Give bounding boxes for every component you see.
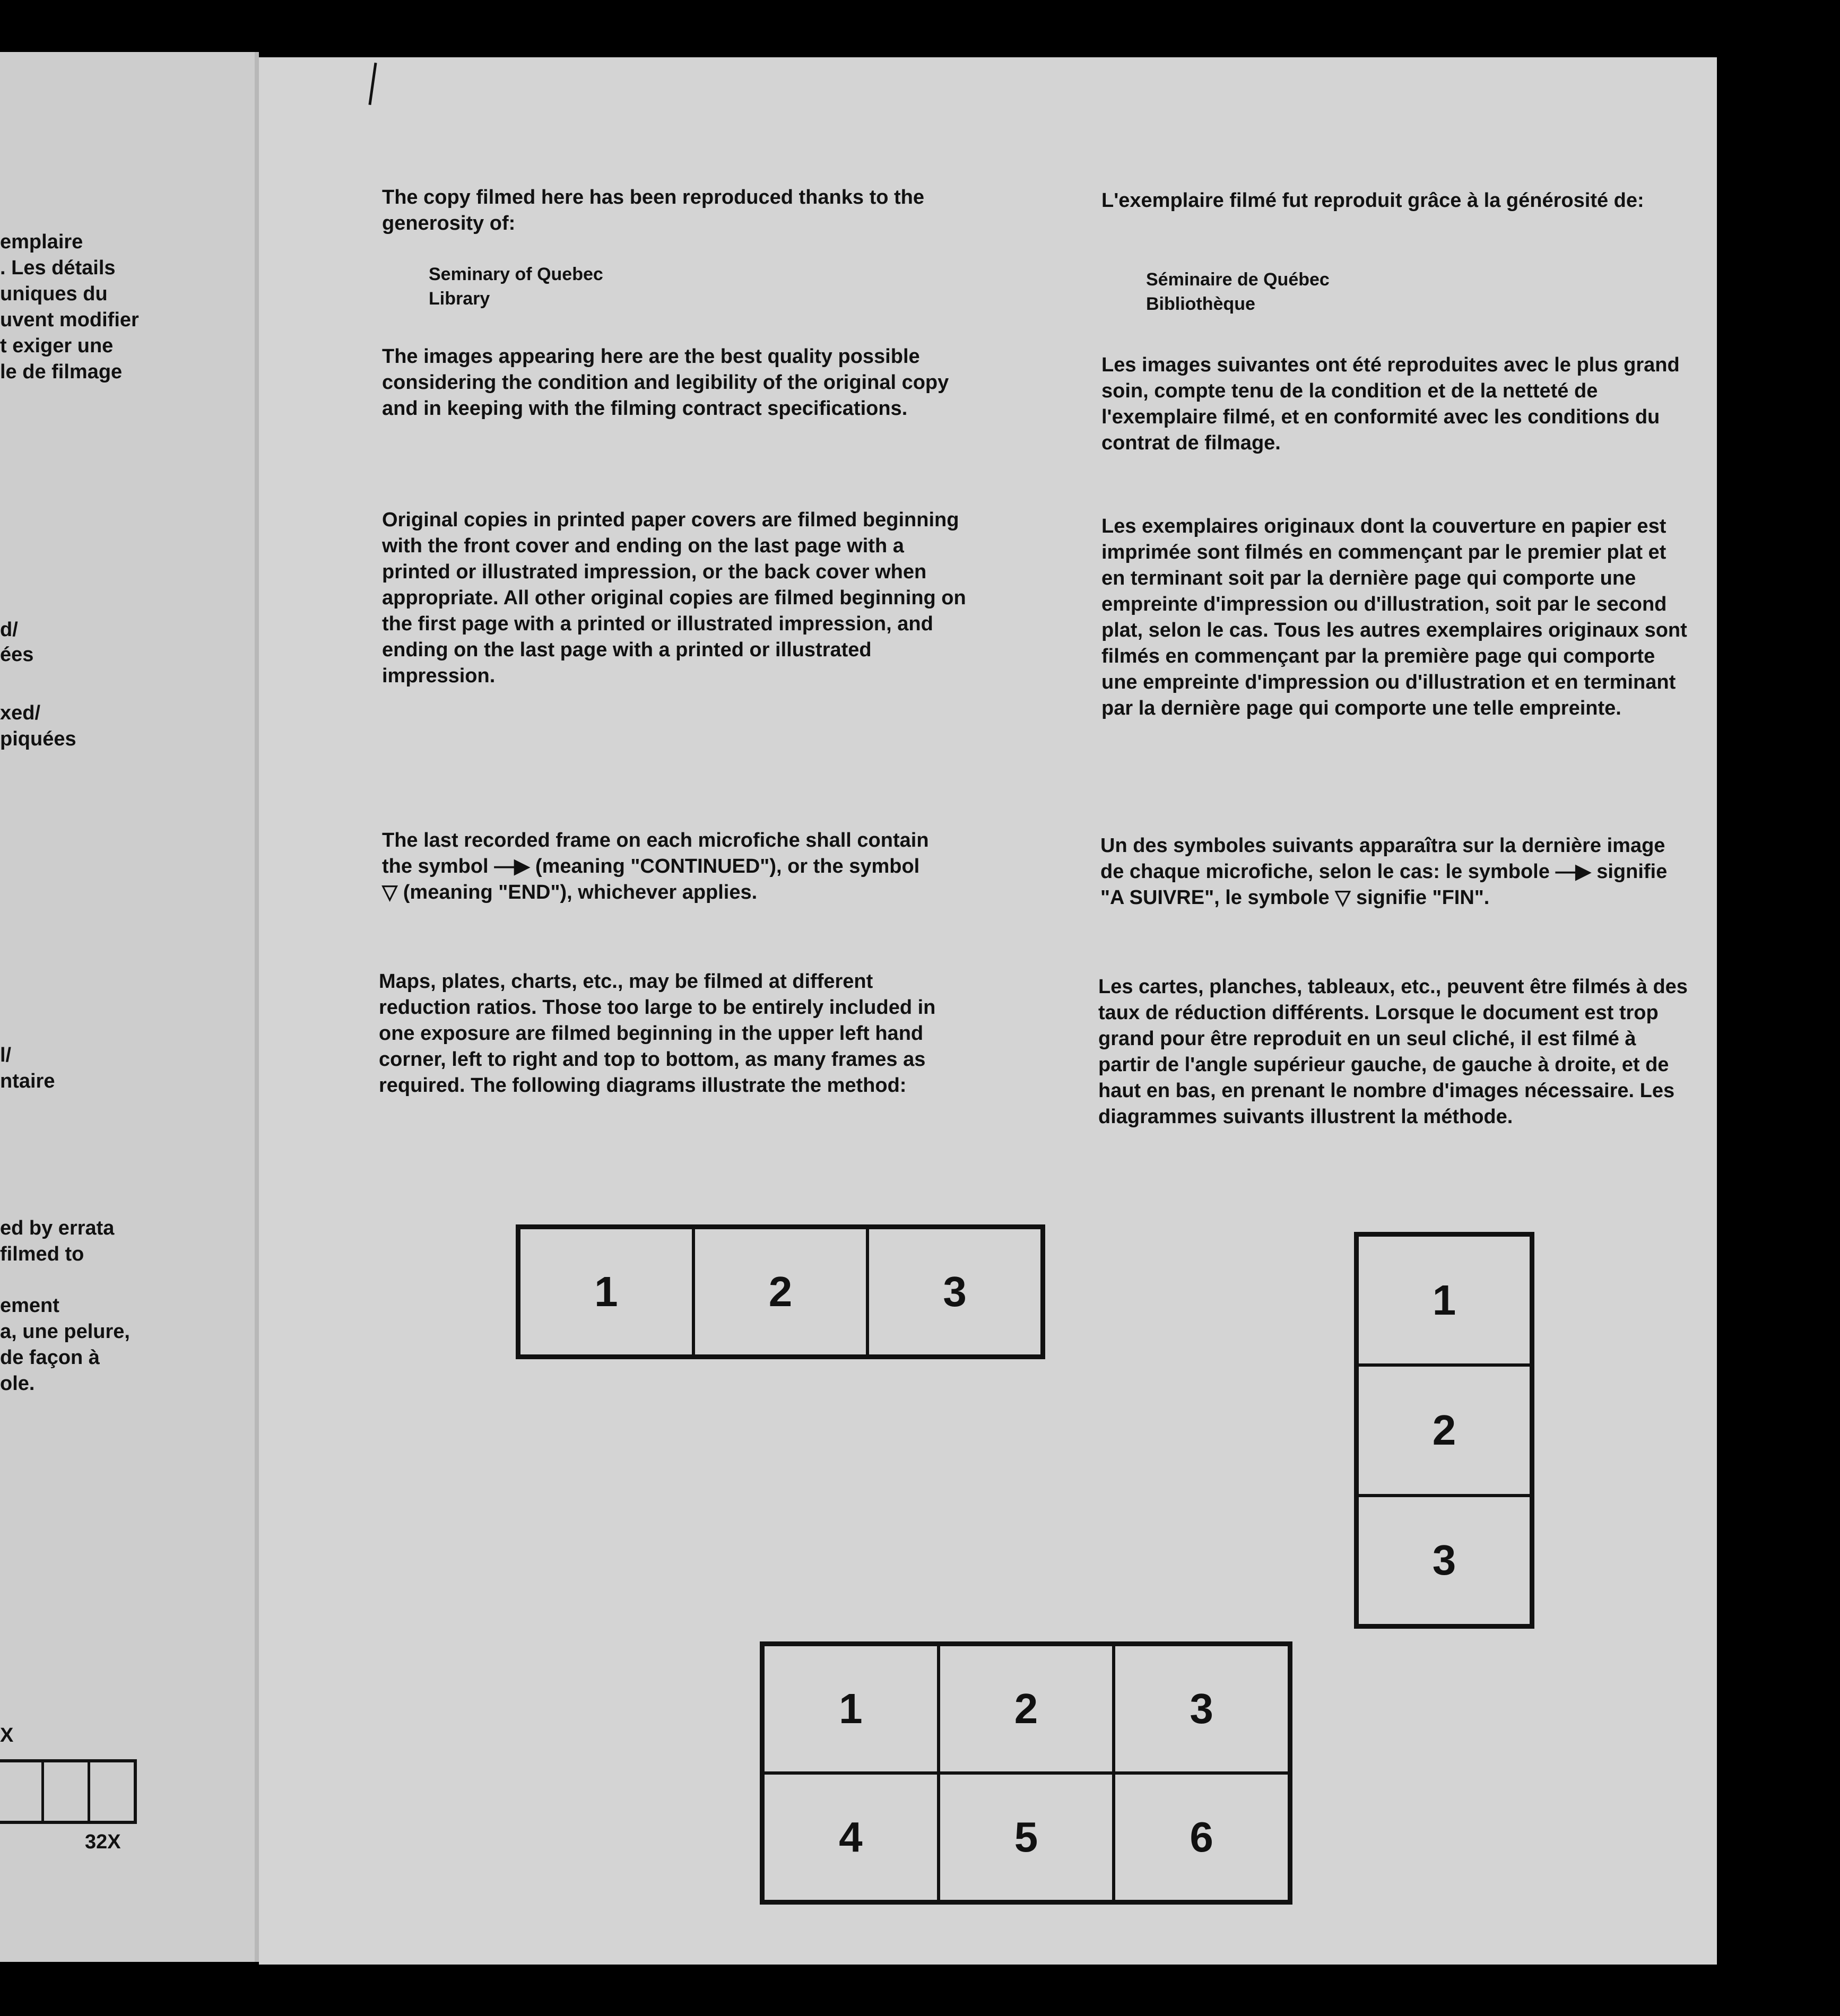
- fragment-line: . Les détails: [0, 257, 116, 279]
- english-originals-note: Original copies in printed paper covers are filmed beginning with the front cover and ending on the last page with a printed or illustrated impression, or the back cover when appropriate. All other original copies are filmed beginning on the first page with a printed or illustrated impression, and ending on the last page with a printed or illustrated impression.: [382, 509, 966, 687]
- frame-cell: 6: [1113, 1772, 1290, 1902]
- fragment-line: de façon à: [0, 1346, 100, 1369]
- fragment-line: d/: [0, 619, 18, 641]
- fragment-line: filmed to: [0, 1243, 84, 1265]
- fragment-line: ntaire: [0, 1070, 55, 1092]
- french-symbols-note: Un des symboles suivants apparaîtra sur la dernière image de chaque microfiche, selon le cas: le symbole —▶ signifie "A SUIVRE", le symbole ▽ signifie "FIN".: [1100, 835, 1668, 909]
- fragment-line: uniques du: [0, 283, 108, 305]
- fragment-line: l/: [0, 1044, 12, 1066]
- fragment-line: xed/: [0, 702, 41, 724]
- english-quality-note: The images appearing here are the best quality possible considering the condition and legibility of the original copy and in keeping with the filming contract specifications.: [382, 345, 949, 420]
- reduction-label: X: [0, 1724, 14, 1746]
- diagram-vertical-frames: [1354, 1232, 1534, 1629]
- english-maps-note: Maps, plates, charts, etc., may be filmed at different reduction ratios. Those too large to be entirely included in one exposure are filmed beginning in the upper left hand corner, left to right and top to bottom, as many frames as required. The following diagrams illustrate the method:: [379, 970, 936, 1097]
- fragment-line: emplaire: [0, 231, 83, 253]
- frame-cell: 3: [1356, 1494, 1532, 1627]
- frame-cell: 1: [518, 1227, 695, 1357]
- english-thanks: The copy filmed here has been reproduced thanks to the generosity of:: [382, 186, 924, 234]
- fragment-line: t exiger une: [0, 335, 114, 357]
- frame-cell: 2: [1356, 1364, 1532, 1496]
- frame-cell: 1: [762, 1644, 940, 1774]
- frame-cell: 2: [692, 1227, 869, 1357]
- french-thanks: L'exemplaire filmé fut reproduit grâce à la générosité de:: [1101, 189, 1644, 212]
- fragment-line: ement: [0, 1294, 59, 1317]
- french-institution-line1: Séminaire de Québec: [1146, 270, 1330, 290]
- frame-cell: 2: [938, 1644, 1115, 1774]
- reduction-label: 32X: [85, 1831, 121, 1853]
- french-institution-line2: Bibliothèque: [1146, 294, 1255, 314]
- french-originals-note: Les exemplaires originaux dont la couverture en papier est imprimée sont filmés en commençant par le premier plat et en terminant soit par la dernière page qui comporte une empreinte d'impression ou d'illustration, soit par le second plat, selon le cas. Tous les autres exemplaires originaux sont filmés en commençant par la première page qui comporte une empreinte d'impression ou d'illustration et en terminant par la dernière page qui comporte une telle empreinte.: [1101, 515, 1687, 719]
- reduction-scale-boxes: [0, 1759, 137, 1824]
- film-border: [1717, 53, 1840, 1968]
- frame-cell: 1: [1356, 1234, 1532, 1366]
- english-last-frame-note: The last recorded frame on each microfiche shall contain the symbol —▶ (meaning "CONTINUED"), or the symbol ▽ (meaning "END"), whichever applies.: [382, 829, 929, 903]
- french-maps-note: Les cartes, planches, tableaux, etc., peuvent être filmés à des taux de réduction différents. Lorsque le document est trop grand pour être reproduit en un seul cliché, il est filmé à partir de l'angle supérieur gauche, de gauche à droite, et de haut en bas, en prenant le nombre d'images nécessaire. Les diagrammes suivants illustrent la méthode.: [1098, 976, 1688, 1128]
- frame-cell: 4: [762, 1772, 940, 1902]
- fragment-line: piquées: [0, 728, 76, 750]
- fragment-line: le de filmage: [0, 361, 123, 383]
- fragment-line: ed by errata: [0, 1217, 115, 1239]
- scale-box: [0, 1762, 44, 1821]
- frame-cell: 3: [1113, 1644, 1290, 1774]
- frame-cell: 5: [938, 1772, 1115, 1902]
- page-gutter: [255, 52, 259, 1962]
- diagram-grid-frames: [760, 1641, 1292, 1905]
- english-institution-line1: Seminary of Quebec: [429, 264, 603, 284]
- frame-cell: 3: [866, 1227, 1043, 1357]
- french-quality-note: Les images suivantes ont été reproduites avec le plus grand soin, compte tenu de la condition et de la netteté de l'exemplaire filmé, et en conformité avec les conditions du contrat de filmage.: [1101, 354, 1680, 454]
- scale-box: [90, 1762, 134, 1821]
- english-institution-line2: Library: [429, 289, 490, 309]
- fragment-line: ole.: [0, 1372, 35, 1395]
- fragment-line: ées: [0, 644, 34, 666]
- diagram-horizontal-frames: [516, 1224, 1045, 1359]
- scale-box: [44, 1762, 90, 1821]
- fragment-line: uvent modifier: [0, 309, 139, 331]
- fragment-line: a, une pelure,: [0, 1320, 130, 1343]
